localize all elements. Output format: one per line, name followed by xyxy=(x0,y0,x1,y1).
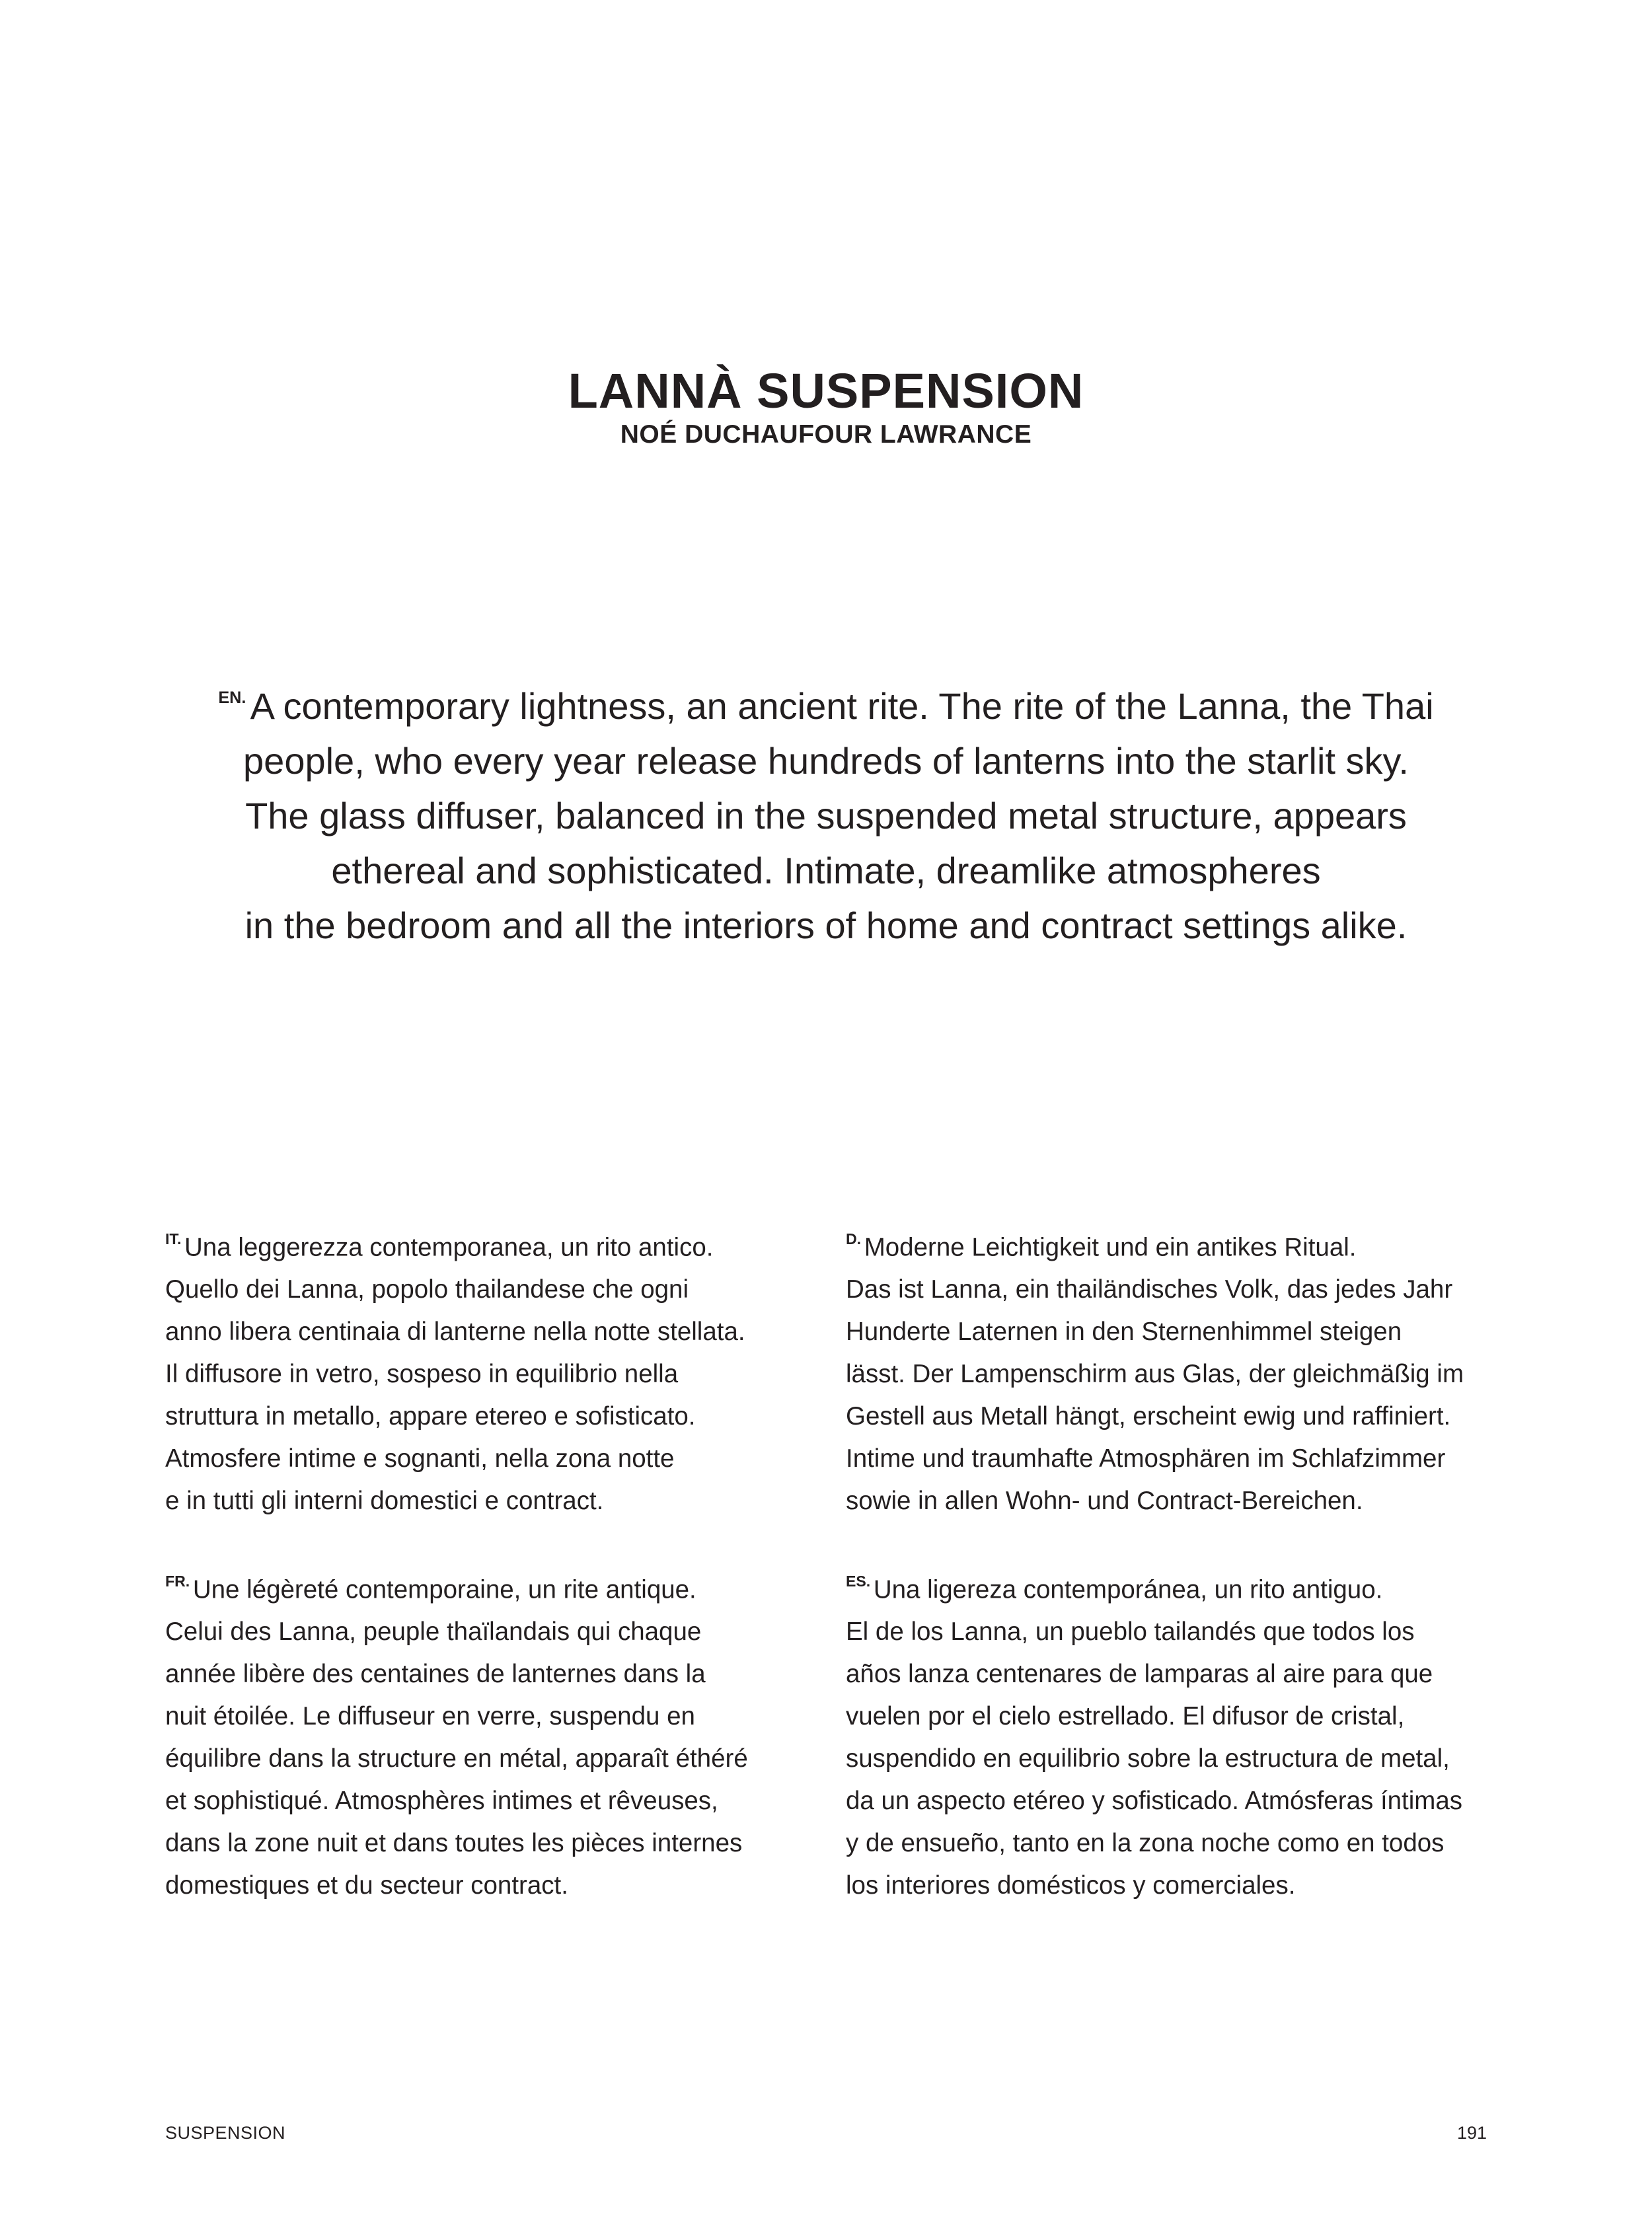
text-line: e in tutti gli interni domestici e contract. xyxy=(165,1487,604,1516)
text-line: équilibre dans la structure en métal, apparaît éthéré xyxy=(165,1744,748,1773)
text-line: Hunderte Laternen in den Sternenhimmel steigen xyxy=(846,1318,1402,1347)
text-line: Quello dei Lanna, popolo thailandese che ogni xyxy=(165,1275,689,1304)
lead-paragraph-en xyxy=(165,671,1487,953)
lead-line: ethereal and sophisticated. Intimate, dreamlike atmospheres xyxy=(331,849,1321,891)
language-label: ES. xyxy=(846,1573,871,1590)
text-line: $^{IT.}$ Una leggerezza contemporanea, un rito antico. xyxy=(165,1230,714,1262)
lead-line: $^{EN.}$ A contemporary lightness, an ancient rite. The rite of the Lanna, the Thai xyxy=(218,685,1434,727)
text-line: Das ist Lanna, ein thailändisches Volk, das jedes Jahr xyxy=(846,1275,1453,1304)
text-line: dans la zone nuit et dans toutes les pièces internes xyxy=(165,1829,743,1858)
paragraph-italian xyxy=(165,1218,826,1522)
paragraph-french xyxy=(165,1560,826,1907)
text-line: y de ensueño, tanto en la zona noche como en todos xyxy=(846,1829,1445,1858)
text-line: Atmosfere intime e sognanti, nella zona notte xyxy=(165,1444,675,1473)
text-line: vuelen por el cielo estrellado. El difusor de cristal, xyxy=(846,1702,1405,1731)
text-line: struttura in metallo, appare etereo e sofisticato. xyxy=(165,1402,696,1431)
text-line: $^{D.}$ Moderne Leichtigkeit und ein antikes Ritual. xyxy=(846,1230,1357,1262)
language-label: IT. xyxy=(165,1230,182,1247)
lead-line: in the bedroom and all the interiors of home and contract settings alike. xyxy=(244,904,1408,946)
lead-line: The glass diffuser, balanced in the suspended metal structure, appears xyxy=(245,794,1407,836)
text-line: Gestell aus Metall hängt, erscheint ewig und raffiniert. xyxy=(846,1402,1451,1431)
text-line: Intime und traumhafte Atmosphären im Schlafzimmer xyxy=(846,1444,1446,1473)
language-label: D. xyxy=(846,1230,862,1247)
text-line: suspendido en equilibrio sobre la estructura de metal, xyxy=(846,1744,1450,1773)
text-line: Celui des Lanna, peuple thaïlandais qui chaque xyxy=(165,1617,702,1647)
text-line: lässt. Der Lampenschirm aus Glas, der gleichmäßig im xyxy=(846,1360,1464,1389)
page-title: LANNÀ SUSPENSION xyxy=(568,363,1084,418)
text-line: année libère des centaines de lanternes dans la xyxy=(165,1660,706,1689)
text-line: Il diffusore in vetro, sospeso in equilibrio nella xyxy=(165,1360,679,1389)
text-line: anno libera centinaia di lanterne nella notte stellata. xyxy=(165,1318,745,1347)
designer-name: NOÉ DUCHAUFOUR LAWRANCE xyxy=(620,420,1032,449)
language-label: EN. xyxy=(218,688,246,707)
text-line: da un aspecto etéreo y sofisticado. Atmósferas íntimas xyxy=(846,1787,1463,1816)
text-line: El de los Lanna, un pueblo tailandés que todos los xyxy=(846,1617,1415,1647)
language-label: FR. xyxy=(165,1573,190,1590)
text-line: $^{FR.}$ Une légèreté contemporaine, un rite antique. xyxy=(165,1573,696,1604)
page-number: 191 xyxy=(1456,2123,1487,2143)
text-line: $^{ES.}$ Una ligereza contemporánea, un rito antiguo. xyxy=(846,1573,1383,1604)
footer-section-label: SUSPENSION xyxy=(165,2123,286,2143)
text-line: domestiques et du secteur contract. xyxy=(165,1871,568,1900)
text-line: et sophistiqué. Atmosphères intimes et rêveuses, xyxy=(165,1787,718,1816)
text-line: sowie in allen Wohn- und Contract-Bereichen. xyxy=(846,1487,1363,1516)
paragraph-spanish xyxy=(846,1560,1507,1907)
text-line: años lanza centenares de lamparas al aire para que xyxy=(846,1660,1433,1689)
text-line: nuit étoilée. Le diffuseur en verre, suspendu en xyxy=(165,1702,695,1731)
text-line: los interiores domésticos y comerciales. xyxy=(846,1871,1296,1900)
lead-line: people, who every year release hundreds of lanterns into the starlit sky. xyxy=(243,739,1409,782)
paragraph-german xyxy=(846,1218,1507,1522)
